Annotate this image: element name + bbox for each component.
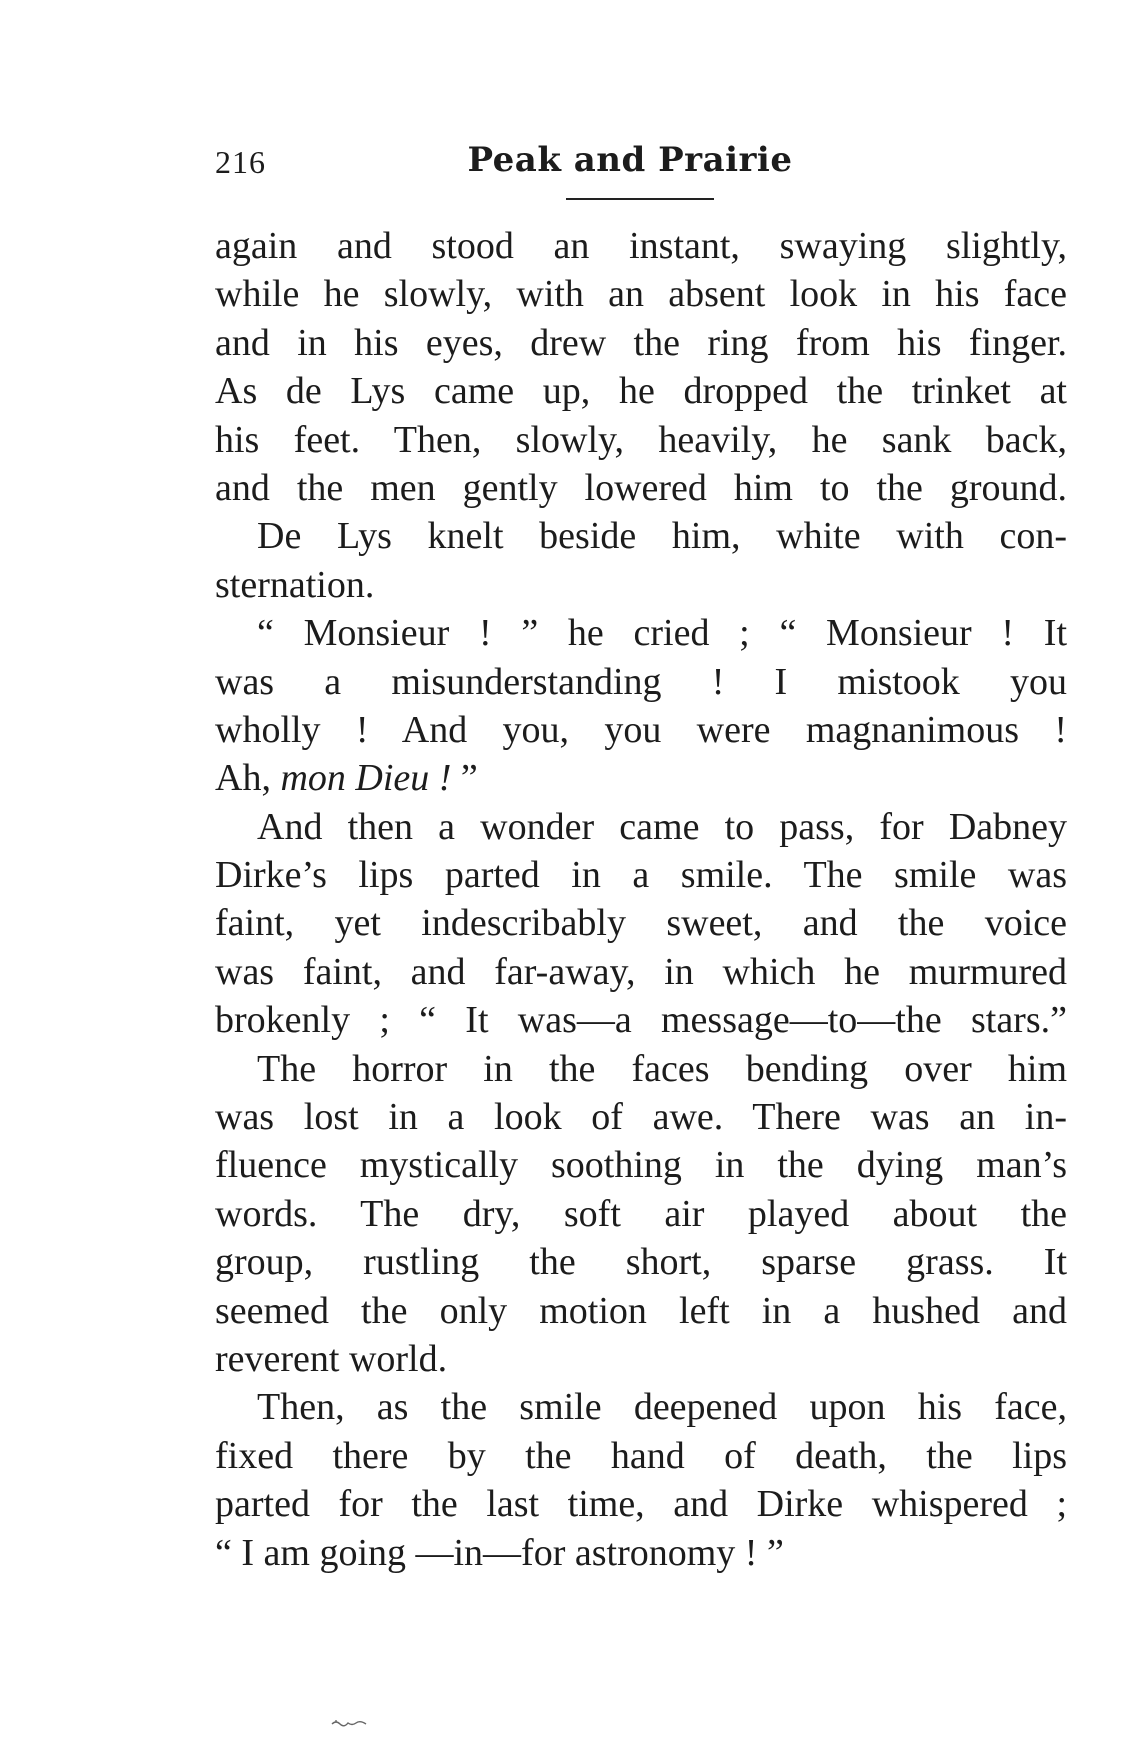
- text-line: “ Monsieur ! ” he cried ; “ Monsieur ! It: [257, 612, 1067, 655]
- text-fragment: ”: [451, 757, 478, 800]
- text-line: brokenly ; “ It was—a message—to—the stars.”: [215, 999, 1067, 1042]
- italic-phrase: mon Dieu !: [280, 757, 452, 800]
- text-line: Dirke’s lips parted in a smile. The smile was: [215, 854, 1067, 897]
- text-line: his feet. Then, slowly, heavily, he sank back,: [215, 418, 1067, 461]
- text-line: wholly ! And you, you were magnanimous !: [215, 708, 1067, 751]
- text-line: The horror in the faces bending over him: [257, 1047, 1067, 1090]
- ink-smudge: [330, 1718, 374, 1728]
- text-line: seemed the only motion left in a hushed and: [215, 1289, 1067, 1332]
- paragraph: [215, 1383, 1067, 1577]
- text-line: And then a wonder came to pass, for Dabney: [257, 805, 1067, 848]
- text-line: “ I am going —in—for astronomy ! ”: [215, 1531, 784, 1574]
- text-fragment: Ah,: [215, 757, 281, 800]
- paragraph: [215, 803, 1067, 1045]
- text-line: again and stood an instant, swaying slightly,: [215, 225, 1067, 267]
- text-line: and in his eyes, drew the ring from his finger.: [215, 321, 1067, 364]
- text-line: was faint, and far-away, in which he murmured: [215, 950, 1067, 993]
- text-line: words. The dry, soft air played about the: [215, 1192, 1067, 1235]
- text-line: parted for the last time, and Dirke whispered ;: [215, 1483, 1067, 1526]
- text-line: [215, 754, 1067, 802]
- text-line: sternation.: [215, 563, 375, 606]
- header-rule: [566, 198, 714, 200]
- text-line: De Lys knelt beside him, white with con-: [257, 515, 1067, 558]
- paragraph: [215, 609, 1067, 803]
- text-line: As de Lys came up, he dropped the trinket at: [215, 370, 1067, 413]
- text-line: faint, yet indescribably sweet, and the voice: [215, 902, 1067, 945]
- text-line: fixed there by the hand of death, the lips: [215, 1434, 1067, 1477]
- paragraph: [215, 512, 1067, 609]
- text-line: while he slowly, with an absent look in his face: [215, 273, 1067, 316]
- text-line: reverent world.: [215, 1337, 448, 1380]
- running-head: [215, 140, 1065, 190]
- text-line: Then, as the smile deepened upon his face,: [257, 1386, 1067, 1429]
- text-line: and the men gently lowered him to the ground.: [215, 466, 1067, 509]
- text-line: was a misunderstanding ! I mistook you: [215, 660, 1067, 703]
- body-text: [215, 222, 1067, 1577]
- paragraph: [215, 1045, 1067, 1384]
- paragraph: [215, 222, 1067, 512]
- text-line: group, rustling the short, sparse grass. It: [215, 1241, 1067, 1284]
- page-number: 216: [215, 144, 266, 180]
- text-line: fluence mystically soothing in the dying man’s: [215, 1144, 1067, 1187]
- running-title: Peak and Prairie: [467, 140, 793, 180]
- text-line: was lost in a look of awe. There was an in-: [215, 1096, 1067, 1139]
